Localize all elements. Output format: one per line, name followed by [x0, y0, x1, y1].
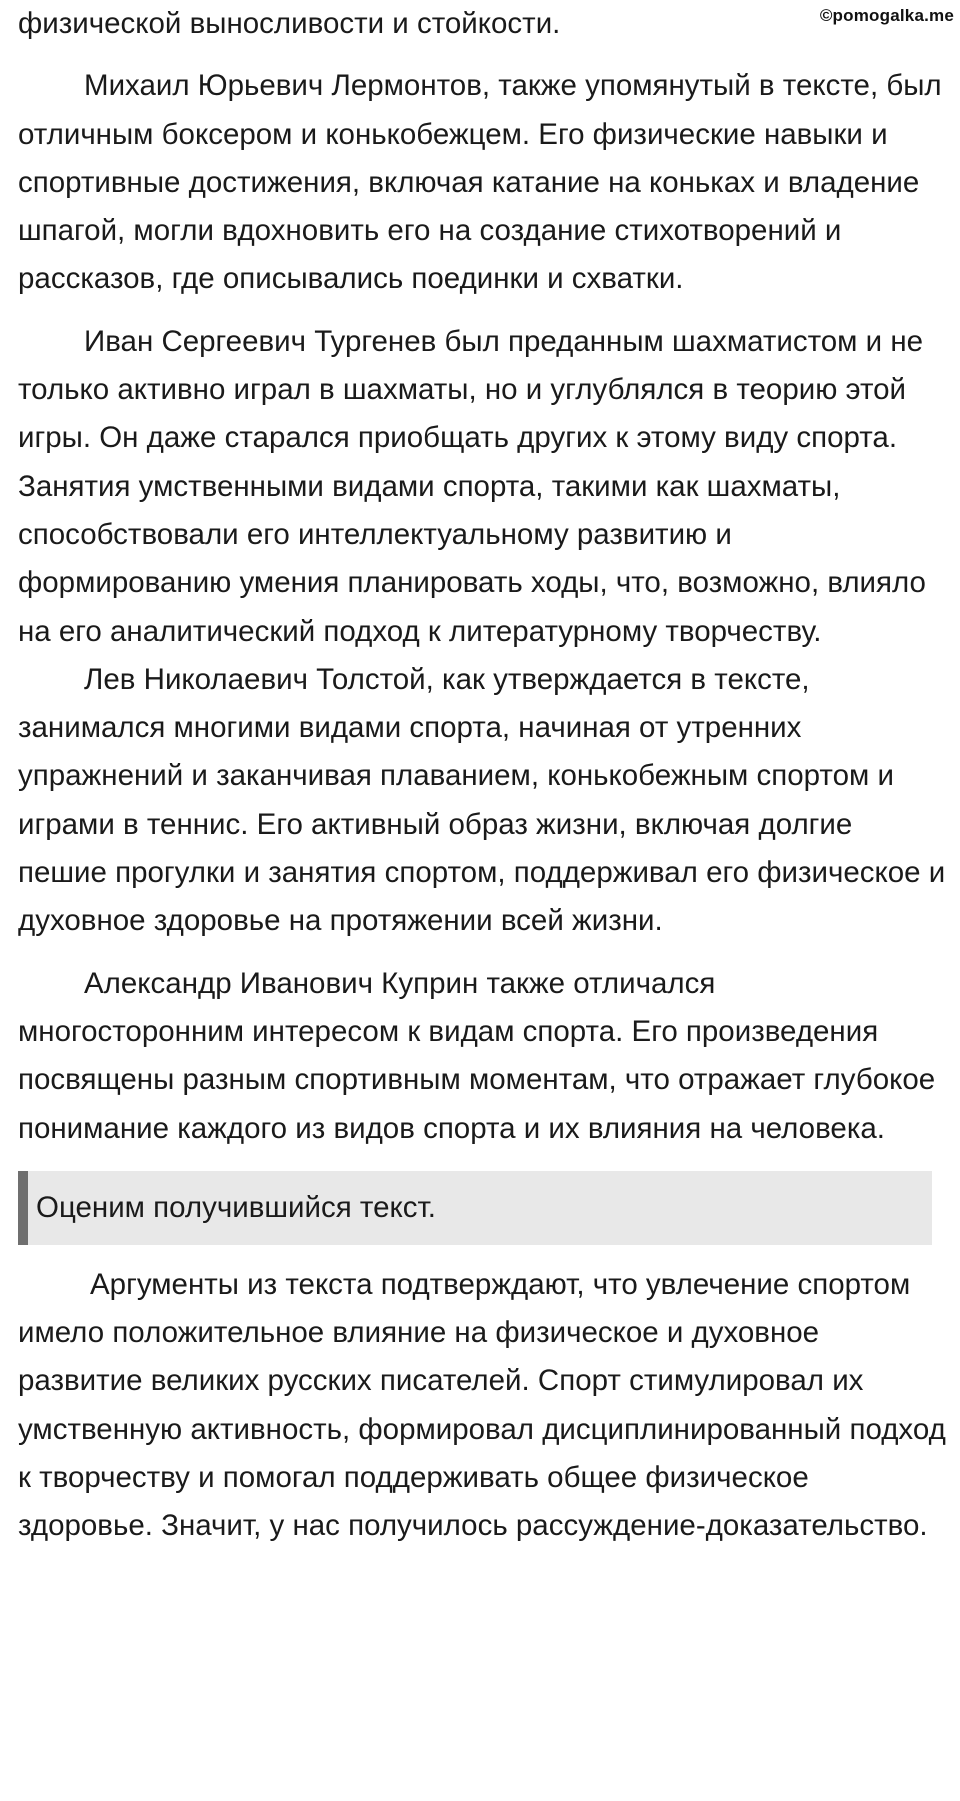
site-watermark: ©pomogalka.me [819, 6, 954, 25]
paragraph-lermontov: Михаил Юрьевич Лермонтов, также упомянутый в тексте, был отличным боксером и конькобежцем. Его физические навыки и спортивные достижения, включая катание на коньках и владение шпагой, могли вдохновить его на создание стихотворений и рассказов, где описывались поединки и схватки. [18, 69, 942, 296]
paragraph-turgenev: Иван Сергеевич Тургенев был преданным шахматистом и не только активно играл в шахматы, но и углублялся в теорию этой игры. Он даже старался приобщать других к этому виду спорта. Занятия умственными видами спорта, такими как шахматы, способствовали его интеллектуальному развитию и формированию умения планировать ходы, что, возможно, влияло на его аналитический подход к литературному творчеству. [18, 324, 926, 648]
paragraph-kuprin: Александр Иванович Куприн также отличался многосторонним интересом к видам спорта. Его произведения посвящены разным спортивным моментам, что отражает глубокое понимание каждого из видов спорта и их влияния на человека. [18, 966, 936, 1145]
callout-text: Оценим получившийся текст. [36, 1190, 436, 1224]
document-body [18, 0, 948, 1551]
paragraph-intro-tail: физической выносливости и стойкости. [18, 7, 561, 40]
paragraph-conclusion: Аргументы из текста подтверждают, что увлечение спортом имело положительное влияние на физическое и духовное развитие великих русских писателей. Спорт стимулировал их умственную активность, формировал дисциплинированный подход к творчеству и помогал поддерживать общее физическое здоровье. Значит, у нас получилось рассуждение-доказательство. [18, 1267, 946, 1543]
paragraph-tolstoy: Лев Николаевич Толстой, как утверждается в тексте, занимался многими видами спорта, начиная от утренних упражнений и заканчивая плаванием, конькобежным спортом и играми в теннис. Его активный образ жизни, включая долгие пешие прогулки и занятия спортом, поддерживал его физическое и духовное здоровье на протяжении всей жизни. [18, 662, 946, 938]
evaluation-callout [18, 1171, 932, 1245]
